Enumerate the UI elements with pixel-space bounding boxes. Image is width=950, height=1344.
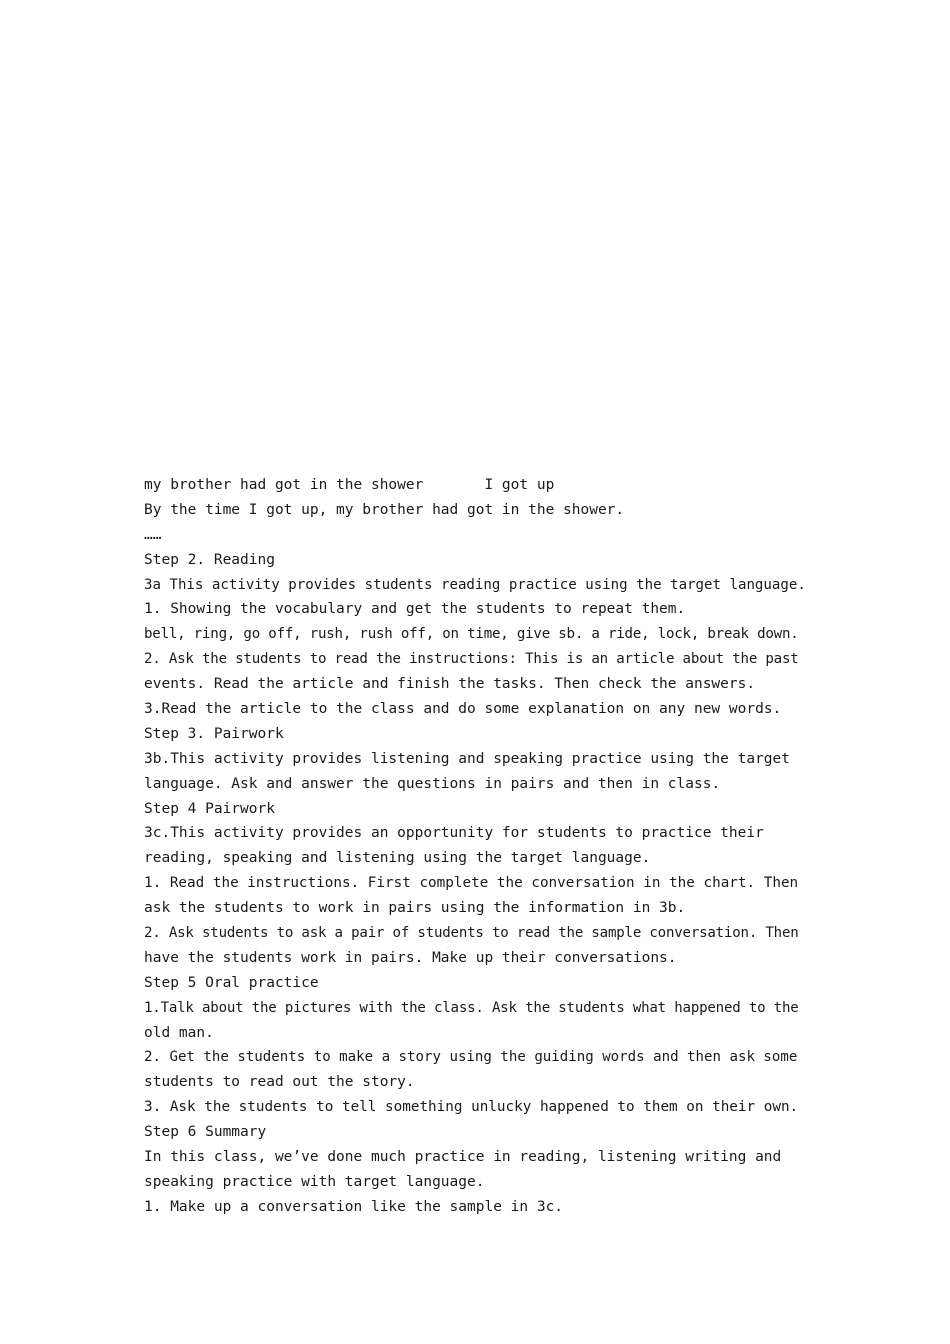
text-line: 2. Get the students to make a story using the guiding words and then ask some xyxy=(144,1049,798,1066)
text-line: language. Ask and answer the questions in pairs and then in class. xyxy=(144,775,721,792)
text-line: 3b.This activity provides listening and speaking practice using the target xyxy=(144,750,791,767)
text-line: old man. xyxy=(144,1024,214,1041)
section-heading: Step 6 Summary xyxy=(144,1124,267,1141)
text-line: ask the students to work in pairs using the information in 3b. xyxy=(144,900,686,917)
text-line: events. Read the article and finish the tasks. Then check the answers. xyxy=(144,676,756,693)
text-line: 2. Ask the students to read the instructions: This is an article about the past xyxy=(144,651,799,668)
lesson-plan-text xyxy=(144,473,806,1220)
text-line: In this class, we’ve done much practice in reading, listening writing and xyxy=(144,1149,782,1166)
section-heading: Step 3. Pairwork xyxy=(144,725,284,742)
text-line: reading, speaking and listening using the target language. xyxy=(144,850,651,867)
text-line: 3c.This activity provides an opportunity for students to practice their xyxy=(144,825,764,842)
section-heading: Step 5 Oral practice xyxy=(144,974,319,991)
text-line: 3.Read the article to the class and do some explanation on any new words. xyxy=(144,701,782,718)
text-line: 1.Talk about the pictures with the class. Ask the students what happened to the xyxy=(144,999,799,1016)
text-line: …… xyxy=(144,526,162,543)
section-heading: Step 2. Reading xyxy=(144,551,275,568)
text-line: bell, ring, go off, rush, rush off, on time, give sb. a ride, lock, break down. xyxy=(144,626,799,643)
text-line: have the students work in pairs. Make up their conversations. xyxy=(144,949,677,966)
section-heading: Step 4 Pairwork xyxy=(144,800,275,817)
text-line: 2. Ask students to ask a pair of students to read the sample conversation. Then xyxy=(144,925,799,942)
text-line: 1. Read the instructions. First complete the conversation in the chart. Then xyxy=(144,875,799,892)
text-line: speaking practice with target language. xyxy=(144,1173,485,1190)
text-line: 3a This activity provides students reading practice using the target language. xyxy=(144,576,806,593)
text-line: 3. Ask the students to tell something unlucky happened to them on their own. xyxy=(144,1099,799,1116)
text-line: By the time I got up, my brother had got in the shower. xyxy=(144,501,625,518)
text-line: 1. Showing the vocabulary and get the students to repeat them. xyxy=(144,601,686,618)
text-line: students to read out the story. xyxy=(144,1074,415,1091)
text-line: my brother had got in the shower I got up xyxy=(144,477,555,493)
text-line: 1. Make up a conversation like the sample in 3c. xyxy=(144,1198,564,1215)
